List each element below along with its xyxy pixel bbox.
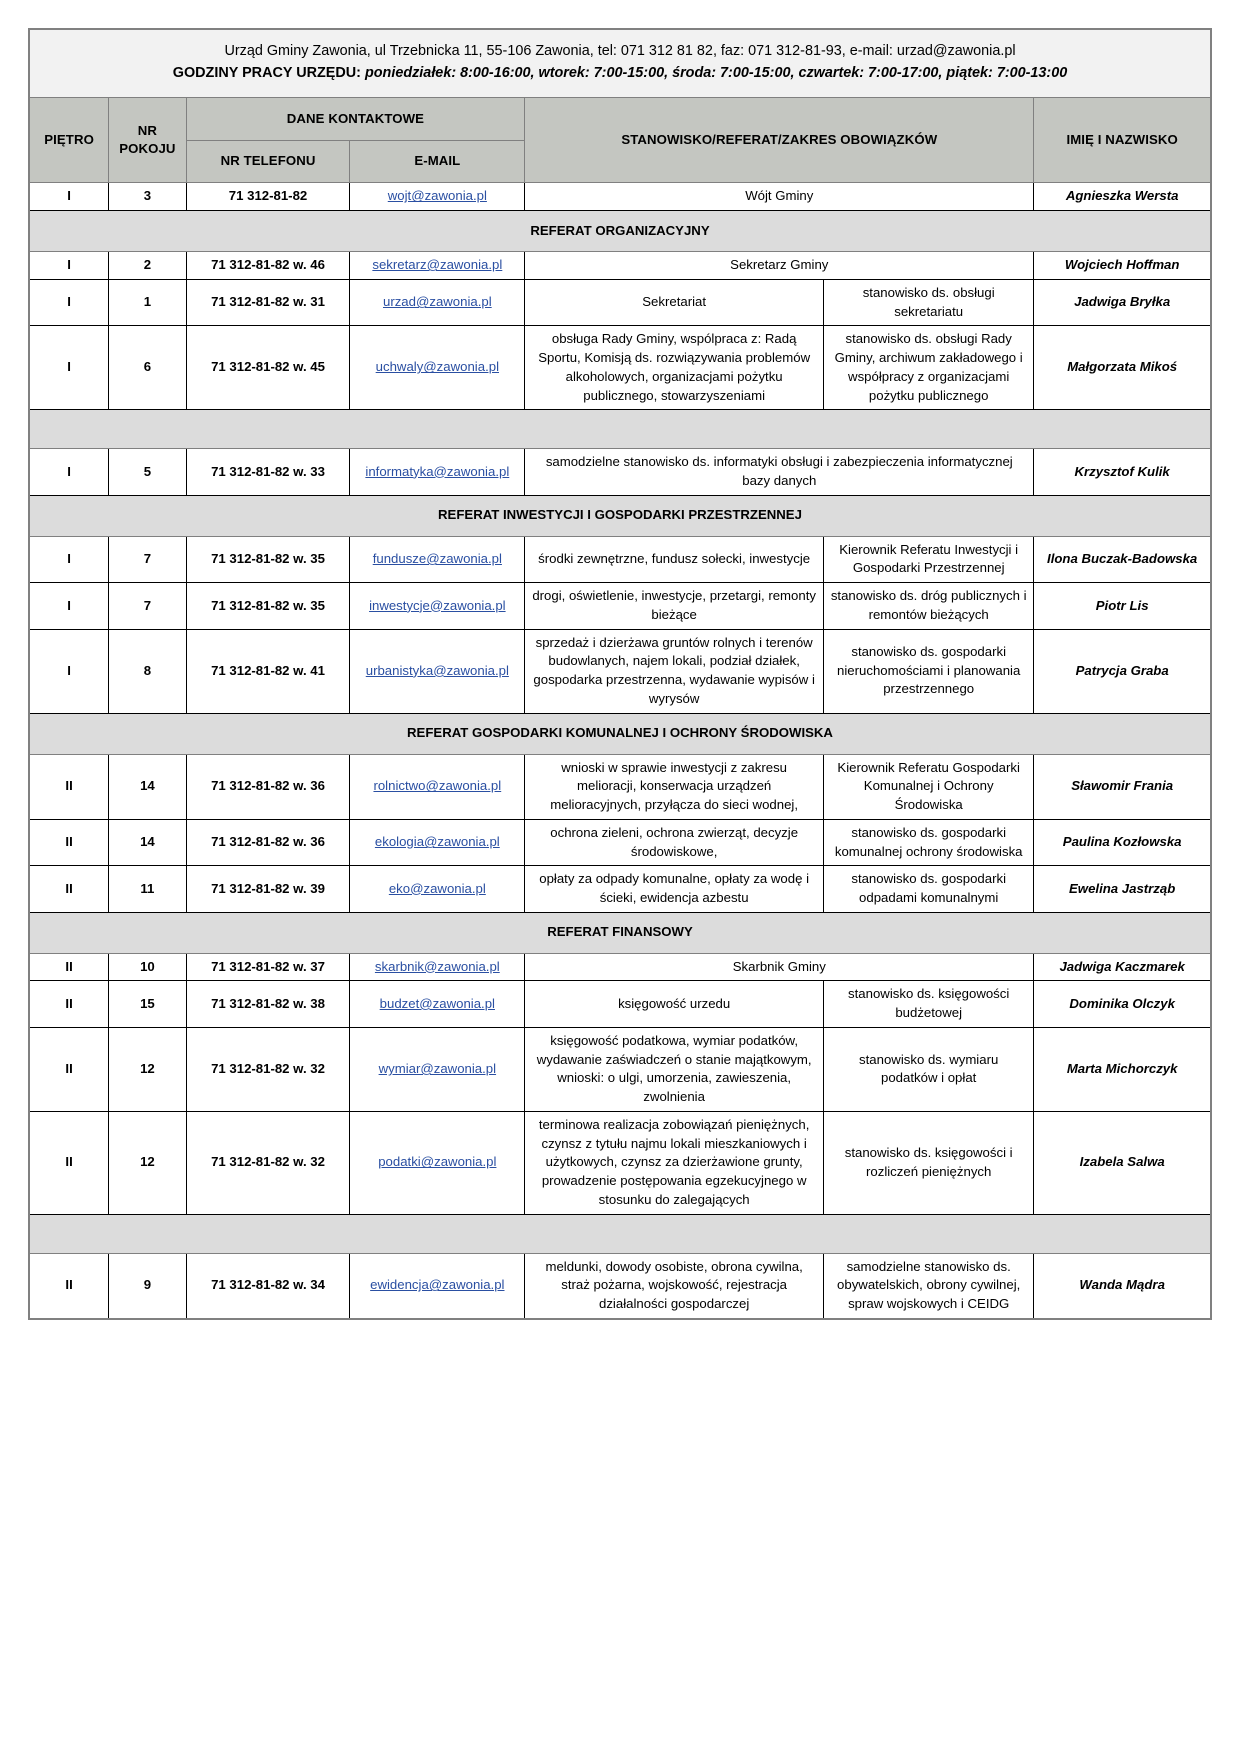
cell-room-number: 15 <box>109 981 186 1027</box>
cell-floor: II <box>29 1253 109 1319</box>
cell-scope-of-duties: wnioski w sprawie inwestycji z zakresu melioracji, konserwacja urządzeń melioracyjnych, przyłącza do sieci wodnej, <box>525 754 824 819</box>
cell-room-number: 10 <box>109 953 186 981</box>
cell-phone-number: 71 312-81-82 w. 36 <box>186 754 350 819</box>
cell-email <box>350 1111 525 1214</box>
cell-floor: I <box>29 629 109 713</box>
email-link[interactable]: uchwaly@zawonia.pl <box>375 359 499 375</box>
section-title: REFERAT INWESTYCJI I GOSPODARKI PRZESTRZENNEJ <box>29 495 1211 536</box>
cell-scope-of-duties: Skarbnik Gminy <box>525 953 1034 981</box>
cell-phone-number: 71 312-81-82 w. 45 <box>186 326 350 410</box>
column-header-imie-nazwisko: IMIĘ I NAZWISKO <box>1034 98 1211 183</box>
email-link[interactable]: budzet@zawonia.pl <box>379 995 495 1011</box>
cell-email <box>350 583 525 629</box>
office-hours-label: GODZINY PRACY URZĘDU <box>172 65 357 82</box>
cell-floor: I <box>29 449 109 495</box>
cell-person-name: Ewelina Jastrząb <box>1034 866 1211 912</box>
email-link[interactable]: urbanistyka@zawonia.pl <box>365 662 509 678</box>
cell-phone-number: 71 312-81-82 w. 32 <box>186 1111 350 1214</box>
spacer-row <box>29 1214 1211 1253</box>
cell-position: stanowisko ds. gospodarki komunalnej ochrony środowiska <box>824 819 1034 865</box>
cell-position: Kierownik Referatu Inwestycji i Gospodarki Przestrzennej <box>824 536 1034 582</box>
cell-phone-number: 71 312-81-82 w. 46 <box>186 252 350 280</box>
office-hours-separator: : <box>356 65 365 82</box>
cell-room-number: 8 <box>109 629 186 713</box>
cell-email <box>350 279 525 325</box>
cell-floor: I <box>29 183 109 211</box>
table-row <box>29 819 1211 865</box>
email-link[interactable]: podatki@zawonia.pl <box>378 1154 497 1170</box>
cell-room-number: 1 <box>109 279 186 325</box>
cell-room-number: 7 <box>109 536 186 582</box>
cell-phone-number: 71 312-81-82 <box>186 183 350 211</box>
cell-person-name: Agnieszka Wersta <box>1034 183 1211 211</box>
cell-person-name: Krzysztof Kulik <box>1034 449 1211 495</box>
cell-position: stanowisko ds. księgowości i rozliczeń pieniężnych <box>824 1111 1034 1214</box>
header-row-top <box>29 98 1211 141</box>
cell-phone-number: 71 312-81-82 w. 39 <box>186 866 350 912</box>
email-link[interactable]: sekretarz@zawonia.pl <box>372 257 503 273</box>
cell-room-number: 9 <box>109 1253 186 1319</box>
cell-position: stanowisko ds. dróg publicznych i remontów bieżących <box>824 583 1034 629</box>
column-header-pietro: PIĘTRO <box>29 98 109 183</box>
cell-email <box>350 754 525 819</box>
cell-person-name: Sławomir Frania <box>1034 754 1211 819</box>
cell-room-number: 2 <box>109 252 186 280</box>
spacer-row <box>29 410 1211 449</box>
column-header-email: E-MAIL <box>350 140 525 183</box>
cell-email <box>350 1253 525 1319</box>
cell-scope-of-duties: sprzedaż i dzierżawa gruntów rolnych i terenów budowlanych, najem lokali, podział działek, gospodarka przestrzenna, wydawanie wypisów i wyrysów <box>525 629 824 713</box>
cell-scope-of-duties: księgowość urzedu <box>525 981 824 1027</box>
cell-floor: II <box>29 866 109 912</box>
cell-person-name: Małgorzata Mikoś <box>1034 326 1211 410</box>
table-row <box>29 279 1211 325</box>
section-title: REFERAT FINANSOWY <box>29 912 1211 953</box>
office-banner <box>29 29 1211 98</box>
cell-person-name: Izabela Salwa <box>1034 1111 1211 1214</box>
table-row <box>29 866 1211 912</box>
cell-scope-of-duties: terminowa realizacja zobowiązań pieniężnych, czynsz z tytułu najmu lokali mieszkaniowych i użytkowych, czynsz za dzierżawione grunty, prowadzenie postępowania egzekucyjnego w stosunku do zalegających <box>525 1111 824 1214</box>
cell-position: stanowisko ds. gospodarki nieruchomościami i planowania przestrzennego <box>824 629 1034 713</box>
table-row <box>29 536 1211 582</box>
office-hours-value: poniedziałek: 8:00-16:00, wtorek: 7:00-15:00, środa: 7:00-15:00, czwartek: 7:00-17:00, piątek: 7:00-13:00 <box>364 65 1068 82</box>
email-link[interactable]: wojt@zawonia.pl <box>387 188 487 204</box>
cell-person-name: Wojciech Hoffman <box>1034 252 1211 280</box>
cell-position: stanowisko ds. obsługi Rady Gminy, archiwum zakładowego i współpracy z organizacjami pożytku publicznego <box>824 326 1034 410</box>
cell-person-name: Piotr Lis <box>1034 583 1211 629</box>
table-row <box>29 252 1211 280</box>
cell-scope-of-duties: Sekretarz Gminy <box>525 252 1034 280</box>
email-link[interactable]: fundusze@zawonia.pl <box>372 551 502 567</box>
cell-person-name: Paulina Kozłowska <box>1034 819 1211 865</box>
email-link[interactable]: rolnictwo@zawonia.pl <box>373 778 502 794</box>
cell-room-number: 11 <box>109 866 186 912</box>
cell-scope-of-duties: ochrona zieleni, ochrona zwierząt, decyzje środowiskowe, <box>525 819 824 865</box>
cell-position: stanowisko ds. wymiaru podatków i opłat <box>824 1027 1034 1111</box>
column-header-dane-kontaktowe: DANE KONTAKTOWE <box>186 98 525 141</box>
cell-scope-of-duties: Wójt Gminy <box>525 183 1034 211</box>
cell-phone-number: 71 312-81-82 w. 37 <box>186 953 350 981</box>
cell-email <box>350 252 525 280</box>
office-address-line: Urząd Gminy Zawonia, ul Trzebnicka 11, 55-106 Zawonia, tel: 071 312 81 82, faz: 071 312-81-93, e-mail: urzad@zawonia.pl <box>224 43 1016 59</box>
cell-scope-of-duties: księgowość podatkowa, wymiar podatków, wydawanie zaświadczeń o stanie majątkowym, wnioski: o ulgi, umorzenia, zawieszenia, zwolnienia <box>525 1027 824 1111</box>
cell-floor: I <box>29 536 109 582</box>
cell-position: samodzielne stanowisko ds. obywatelskich, obrony cywilnej, spraw wojskowych i CEIDG <box>824 1253 1034 1319</box>
cell-person-name: Ilona Buczak-Badowska <box>1034 536 1211 582</box>
cell-room-number: 14 <box>109 754 186 819</box>
cell-email <box>350 819 525 865</box>
column-header-stanowisko: STANOWISKO/REFERAT/ZAKRES OBOWIĄZKÓW <box>525 98 1034 183</box>
column-header-nr-pokoju: NR POKOJU <box>109 98 186 183</box>
cell-scope-of-duties: drogi, oświetlenie, inwestycje, przetargi, remonty bieżące <box>525 583 824 629</box>
cell-email <box>350 866 525 912</box>
cell-email <box>350 953 525 981</box>
cell-person-name: Jadwiga Kaczmarek <box>1034 953 1211 981</box>
cell-floor: II <box>29 953 109 981</box>
email-link[interactable]: ekologia@zawonia.pl <box>374 834 500 850</box>
table-row <box>29 1027 1211 1111</box>
email-link[interactable]: informatyka@zawonia.pl <box>365 463 510 479</box>
cell-scope-of-duties: środki zewnętrzne, fundusz sołecki, inwestycje <box>525 536 824 582</box>
table-row <box>29 754 1211 819</box>
table-row <box>29 629 1211 713</box>
cell-scope-of-duties: Sekretariat <box>525 279 824 325</box>
email-link[interactable]: wymiar@zawonia.pl <box>378 1061 497 1077</box>
cell-room-number: 14 <box>109 819 186 865</box>
table-body <box>29 183 1211 1319</box>
section-header-row <box>29 912 1211 953</box>
cell-room-number: 7 <box>109 583 186 629</box>
cell-floor: I <box>29 583 109 629</box>
section-title: REFERAT ORGANIZACYJNY <box>29 211 1211 252</box>
table-row <box>29 1253 1211 1319</box>
email-link[interactable]: ewidencja@zawonia.pl <box>370 1277 505 1293</box>
cell-email <box>350 183 525 211</box>
table-row <box>29 326 1211 410</box>
banner-row <box>29 29 1211 98</box>
cell-floor: II <box>29 819 109 865</box>
contacts-table <box>28 28 1212 1320</box>
table-row <box>29 981 1211 1027</box>
table-row <box>29 583 1211 629</box>
cell-email <box>350 536 525 582</box>
section-header-row <box>29 495 1211 536</box>
email-link[interactable]: eko@zawonia.pl <box>388 880 486 896</box>
cell-phone-number: 71 312-81-82 w. 35 <box>186 583 350 629</box>
cell-position: stanowisko ds. gospodarki odpadami komunalnymi <box>824 866 1034 912</box>
email-link[interactable]: inwestycje@zawonia.pl <box>369 597 506 613</box>
column-header-nr-telefonu: NR TELEFONU <box>186 140 350 183</box>
cell-floor: II <box>29 754 109 819</box>
cell-position: stanowisko ds. obsługi sekretariatu <box>824 279 1034 325</box>
table-head <box>29 29 1211 183</box>
cell-phone-number: 71 312-81-82 w. 33 <box>186 449 350 495</box>
cell-room-number: 6 <box>109 326 186 410</box>
cell-floor: I <box>29 252 109 280</box>
table-row <box>29 1111 1211 1214</box>
cell-person-name: Wanda Mądra <box>1034 1253 1211 1319</box>
cell-room-number: 12 <box>109 1027 186 1111</box>
cell-person-name: Marta Michorczyk <box>1034 1027 1211 1111</box>
cell-person-name: Patrycja Graba <box>1034 629 1211 713</box>
cell-phone-number: 71 312-81-82 w. 38 <box>186 981 350 1027</box>
email-link[interactable]: urzad@zawonia.pl <box>382 294 492 310</box>
spacer-cell <box>29 410 1211 449</box>
cell-phone-number: 71 312-81-82 w. 31 <box>186 279 350 325</box>
table-row <box>29 953 1211 981</box>
cell-room-number: 5 <box>109 449 186 495</box>
cell-phone-number: 71 312-81-82 w. 36 <box>186 819 350 865</box>
cell-room-number: 3 <box>109 183 186 211</box>
cell-floor: I <box>29 326 109 410</box>
cell-floor: II <box>29 1027 109 1111</box>
cell-floor: I <box>29 279 109 325</box>
table-row <box>29 449 1211 495</box>
cell-floor: II <box>29 981 109 1027</box>
cell-position: Kierownik Referatu Gospodarki Komunalnej i Ochrony Środowiska <box>824 754 1034 819</box>
cell-email <box>350 981 525 1027</box>
cell-person-name: Dominika Olczyk <box>1034 981 1211 1027</box>
office-hours-line <box>42 62 1198 85</box>
cell-scope-of-duties: meldunki, dowody osobiste, obrona cywilna, straż pożarna, wojskowość, rejestracja działalności gospodarczej <box>525 1253 824 1319</box>
cell-scope-of-duties: samodzielne stanowisko ds. informatyki obsługi i zabezpieczenia informatycznej bazy danych <box>525 449 1034 495</box>
cell-email <box>350 449 525 495</box>
section-title: REFERAT GOSPODARKI KOMUNALNEJ I OCHRONY ŚRODOWISKA <box>29 713 1211 754</box>
spacer-cell <box>29 1214 1211 1253</box>
cell-phone-number: 71 312-81-82 w. 32 <box>186 1027 350 1111</box>
cell-scope-of-duties: obsługa Rady Gminy, wspólpraca z: Radą Sportu, Komisją ds. rozwiązywania problemów alkoholowych, organizacjami pożytku publicznego, stowarzyszeniami <box>525 326 824 410</box>
cell-scope-of-duties: opłaty za odpady komunalne, opłaty za wodę i ścieki, ewidencja azbestu <box>525 866 824 912</box>
cell-email <box>350 629 525 713</box>
cell-person-name: Jadwiga Bryłka <box>1034 279 1211 325</box>
cell-floor: II <box>29 1111 109 1214</box>
section-header-row <box>29 713 1211 754</box>
cell-email <box>350 1027 525 1111</box>
section-header-row <box>29 211 1211 252</box>
cell-phone-number: 71 312-81-82 w. 41 <box>186 629 350 713</box>
table-row <box>29 183 1211 211</box>
cell-room-number: 12 <box>109 1111 186 1214</box>
cell-position: stanowisko ds. księgowości budżetowej <box>824 981 1034 1027</box>
cell-email <box>350 326 525 410</box>
cell-phone-number: 71 312-81-82 w. 34 <box>186 1253 350 1319</box>
cell-phone-number: 71 312-81-82 w. 35 <box>186 536 350 582</box>
email-link[interactable]: skarbnik@zawonia.pl <box>374 958 500 974</box>
